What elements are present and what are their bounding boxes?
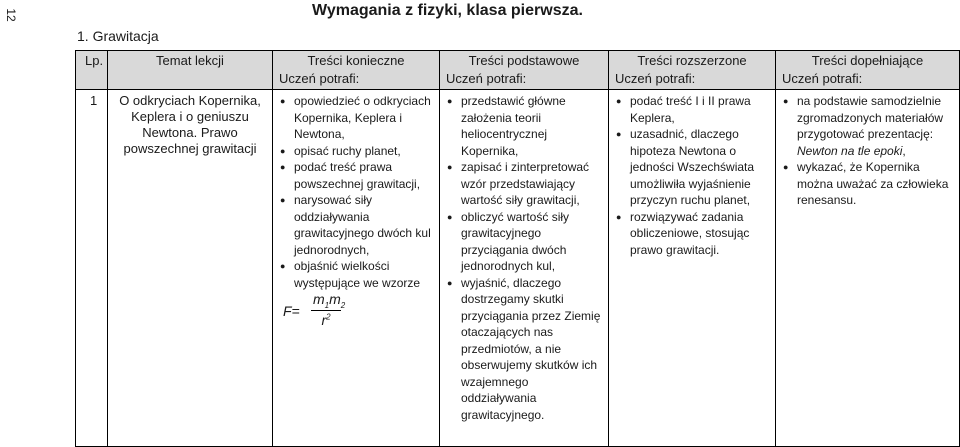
header-basic: [440, 51, 609, 90]
header-basic-sub: Uczeń potrafi:: [446, 71, 527, 86]
header-necessary-sub: Uczeń potrafi:: [279, 71, 360, 86]
header-extended: [609, 51, 776, 90]
header-supplementary: [776, 51, 960, 90]
header-supplementary-sub: Uczeń potrafi:: [782, 71, 863, 86]
formula-fraction: [311, 291, 346, 328]
table-row: [76, 90, 960, 447]
list-item: ● podać treść I i II prawa Keplera,: [630, 93, 771, 126]
extended-list: [613, 93, 771, 258]
row-number: 1: [76, 90, 108, 447]
presentation-title: Newton na tle epoki: [797, 143, 903, 158]
basic-cell: [440, 90, 609, 447]
list-item: ● uzasadnić, dlaczego hipoteza Newtona o jedności Wszechświata umożliwiła wyjaśnienie przyczyn ruchu planet,: [630, 126, 771, 209]
list-item: ● wykazać, że Kopernika można uważać za człowieka renesansu.: [797, 159, 955, 209]
list-item: ● przedstawić główne założenia teorii heliocentrycznej Kopernika,: [461, 93, 604, 159]
row-topic: O odkryciach Kopernika, Keplera i o geniuszu Newtona. Prawo powszechnej grawitacji: [108, 90, 273, 447]
header-necessary-label: Treści konieczne: [307, 53, 405, 68]
list-item: ● rozwiązywać zadania obliczeniowe, stosując prawo grawitacji.: [630, 209, 771, 259]
document-title: Wymagania z fizyki, klasa pierwsza.: [312, 2, 583, 19]
list-item: ● podać treść prawa powszechnej grawitacji,: [294, 159, 435, 192]
page-number: 12: [4, 8, 18, 22]
extended-cell: [609, 90, 776, 447]
header-topic: Temat lekcji: [108, 51, 273, 90]
section-title: 1. Grawitacja: [77, 28, 159, 44]
formula-numerator: $m_1m_2$: [313, 291, 346, 310]
supplementary-cell: [776, 90, 960, 447]
list-item: ● objaśnić wielkości występujące we wzorze: [294, 258, 435, 291]
list-item: ● opowiedzieć o odkryciach Kopernika, Keplera i Newtona,: [294, 93, 435, 143]
list-item: ● narysować siły oddziaływania grawitacyjnego dwóch kul jednorodnych,: [294, 192, 435, 258]
header-basic-label: Treści podstawowe: [468, 53, 580, 68]
header-supplementary-label: Treści dopełniające: [811, 53, 924, 68]
gravitation-formula: [283, 291, 435, 331]
formula-lhs: F=: [283, 303, 300, 319]
header-extended-label: Treści rozszerzone: [637, 53, 747, 68]
header-necessary: [273, 51, 440, 90]
list-item: ● obliczyć wartość siły grawitacyjnego przyciągania dwóch jednorodnych kul,: [461, 209, 604, 275]
header-lp: Lp.: [76, 51, 108, 90]
formula-denominator: $r^2$: [321, 311, 331, 328]
basic-list: [444, 93, 604, 423]
list-item: ● zapisać i zinterpretować wzór przedstawiający wartość siły grawitacji,: [461, 159, 604, 209]
list-item: ● opisać ruchy planet,: [294, 143, 435, 160]
supplementary-list: [780, 93, 955, 209]
list-item: ● na podstawie samodzielnie zgromadzonych materiałów przygotować prezentację: Newton na tle epoki,: [797, 93, 955, 159]
list-item: ● wyjaśnić, dlaczego dostrzegamy skutki przyciągania przez Ziemię otaczających nas przedmiotów, a nie obserwujemy skutków ich wzajemnego oddziaływania grawitacyjnego.: [461, 275, 604, 424]
necessary-cell: [273, 90, 440, 447]
header-extended-sub: Uczeń potrafi:: [615, 71, 696, 86]
requirements-table: [75, 50, 960, 447]
table-header-row: [76, 51, 960, 90]
necessary-list: [277, 93, 435, 291]
